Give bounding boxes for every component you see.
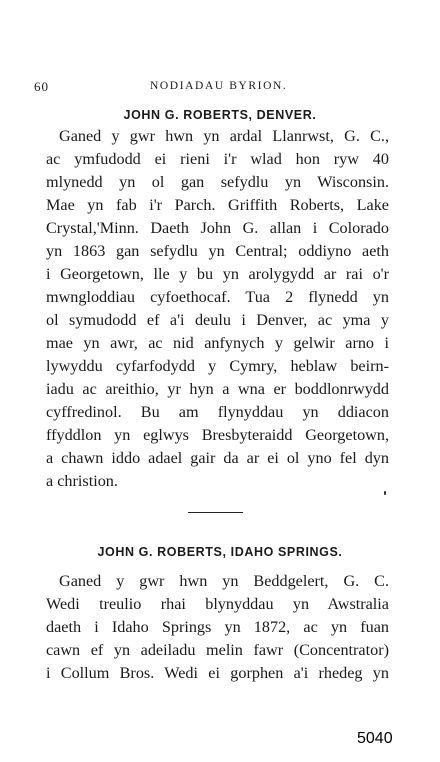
section-divider xyxy=(188,512,243,513)
text-line: yn 1863 gan sefydlu yn Central; oddiyno aeth xyxy=(46,242,389,260)
text-line: ffyddlon yn eglwys Bresbyteraidd Georgetown, xyxy=(46,426,389,444)
text-line: Wedi treulio rhai blynyddau yn Awstralia xyxy=(46,595,389,613)
running-title: NODIADAU BYRION. xyxy=(150,80,288,92)
text-line: cyffredinol. Bu am flynyddau yn ddiacon xyxy=(46,403,389,421)
text-line: ac ymfudodd ei rieni i'r wlad hon ryw 40 xyxy=(46,150,389,168)
text-line: Ganed y gwr hwn yn ardal Llanrwst, G. C., xyxy=(59,127,389,145)
text-line: i Georgetown, lle y bu yn arolygydd ar rai o'r xyxy=(46,265,389,283)
page-number: 60 xyxy=(34,79,49,94)
text-line: Ganed y gwr hwn yn Beddgelert, G. C. xyxy=(59,572,389,590)
text-line: cawn ef yn adeiladu melin fawr (Concentrator) xyxy=(46,641,389,659)
text-line: daeth i Idaho Springs yn 1872, ac yn fuan xyxy=(46,618,389,636)
text-line: mlynedd yn ol gan sefydlu yn Wisconsin. xyxy=(46,173,389,191)
text-line: lywyddu cyfarfodydd y Cymry, heblaw beirn- xyxy=(46,357,389,375)
text-line: a christion. xyxy=(46,472,118,490)
text-line: iadu ac areithio, yr hyn a wna er boddlonrwydd xyxy=(46,380,389,398)
section-heading-idaho-springs: JOHN G. ROBERTS, IDAHO SPRINGS. xyxy=(97,545,343,559)
running-head xyxy=(34,79,406,95)
text-line: ol symudodd ef a'i deulu i Denver, ac yma y xyxy=(46,311,389,329)
text-line: a chawn iddo adael gair da ar ei ol yno fel dyn xyxy=(46,449,389,467)
text-line: mae yn awr, ac nid anfynych y gelwir arno i xyxy=(46,334,389,352)
ink-speck xyxy=(384,491,386,495)
text-line: Crystal,'Minn. Daeth John G. allan i Colorado xyxy=(46,219,389,237)
text-line: i Collum Bros. Wedi ei gorphen a'i rhedeg yn xyxy=(46,664,389,682)
section-body-idaho-springs xyxy=(46,570,389,685)
text-line: Mae yn fab i'r Parch. Griffith Roberts, Lake xyxy=(46,196,389,214)
section-body-denver xyxy=(46,125,389,493)
text-line: mwngloddiau cyfoethocaf. Tua 2 flynedd yn xyxy=(46,288,389,306)
section-heading-denver: JOHN G. ROBERTS, DENVER. xyxy=(123,108,317,122)
archive-id: 5040 xyxy=(357,730,393,747)
